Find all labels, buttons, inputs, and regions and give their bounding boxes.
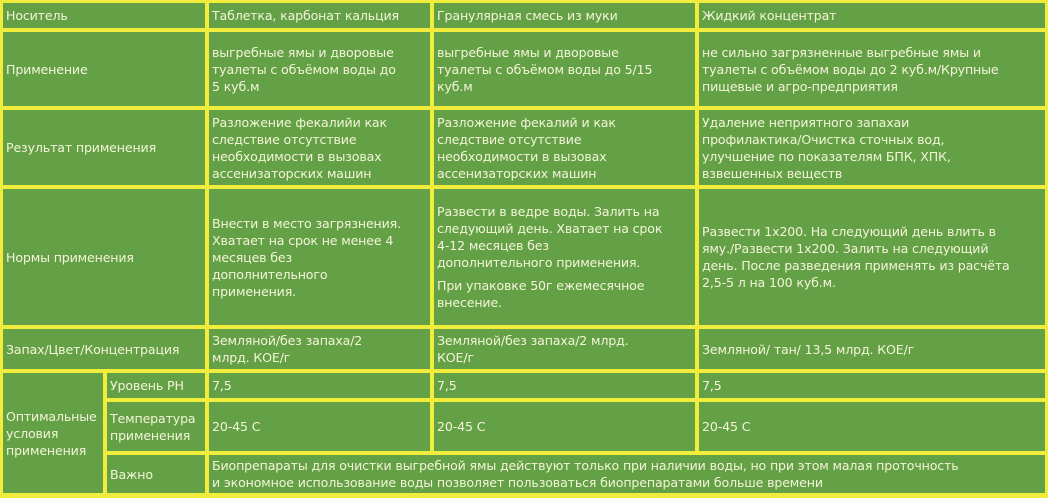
cell-important: Биопрепараты для очистки выгребной ямы действуют только при наличии воды, но при этом малая проточность и экономное использование воды позволяет пользоваться биопрепаратами больше времени xyxy=(209,455,1045,493)
cell-temp-granular: 20-45 С xyxy=(434,402,695,451)
cell-ph-liquid: 7,5 xyxy=(699,373,1045,398)
cell-ph-tablet: 7,5 xyxy=(209,373,430,398)
row-label-application: Применение xyxy=(3,32,205,106)
cell-application-granular: выгребные ямы и дворовые туалеты с объёмом воды до 5/15 куб.м xyxy=(434,32,695,106)
sub-label-important: Важно xyxy=(107,455,205,493)
cell-result-liquid: Удаление неприятного запахаи профилактика/Очистка сточных вод, улучшение по показателям БПК, ХПК, взвешенных веществ xyxy=(699,110,1045,185)
header-tablet: Таблетка, карбонат кальция xyxy=(209,3,430,28)
row-label-smell: Запах/Цвет/Концентрация xyxy=(3,329,205,369)
row-label-norms: Нормы применения xyxy=(3,189,205,325)
cell-smell-granular: Земляной/без запаха/2 млрд. КОЕ/г xyxy=(434,329,695,369)
cell-smell-tablet: Земляной/без запаха/2 млрд. КОЕ/г xyxy=(209,329,430,369)
cell-norms-granular xyxy=(434,189,695,325)
cell-result-granular: Разложение фекалий и как следствие отсутствие необходимости в вызовах ассенизаторских машин xyxy=(434,110,695,185)
cell-norms-liquid: Развести 1х200. На следующий день влить в яму./Развести 1х200. Залить на следующий день. После разведения применять из расчёта 2,5-5 л на 100 куб.м. xyxy=(699,189,1045,325)
row-label-optimal: Оптимальные условия применения xyxy=(3,373,103,493)
cell-norms-tablet: Внести в место загрязнения. Хватает на срок не менее 4 месяцев без дополнительного применения. xyxy=(209,189,430,325)
header-liquid: Жидкий концентрат xyxy=(699,3,1045,28)
sub-label-temperature: Температура применения xyxy=(107,402,205,451)
cell-application-liquid: не сильно загрязненные выгребные ямы и туалеты с объёмом воды до 2 куб.м/Крупные пищевые и агро-предприятия xyxy=(699,32,1045,106)
cell-temp-tablet: 20-45 С xyxy=(209,402,430,451)
cell-result-tablet: Разложение фекалийи как следствие отсутствие необходимости в вызовах ассенизаторских машин xyxy=(209,110,430,185)
sub-label-ph: Уровень PH xyxy=(107,373,205,398)
row-label-result: Результат применения xyxy=(3,110,205,185)
cell-application-tablet: выгребные ямы и дворовые туалеты с объёмом воды до 5 куб.м xyxy=(209,32,430,106)
cell-temp-liquid: 20-45 С xyxy=(699,402,1045,451)
norms-granular-extra: При упаковке 50г ежемесячное внесение. xyxy=(437,278,645,310)
header-granular: Гранулярная смесь из муки xyxy=(434,3,695,28)
cell-ph-granular: 7,5 xyxy=(434,373,695,398)
header-carrier: Носитель xyxy=(3,3,205,28)
cell-smell-liquid: Земляной/ тан/ 13,5 млрд. КОЕ/г xyxy=(699,329,1045,369)
norms-granular-text: Развести в ведре воды. Залить на следующий день. Хватает на срок 4-12 месяцев без дополнительного применения. xyxy=(437,204,663,270)
